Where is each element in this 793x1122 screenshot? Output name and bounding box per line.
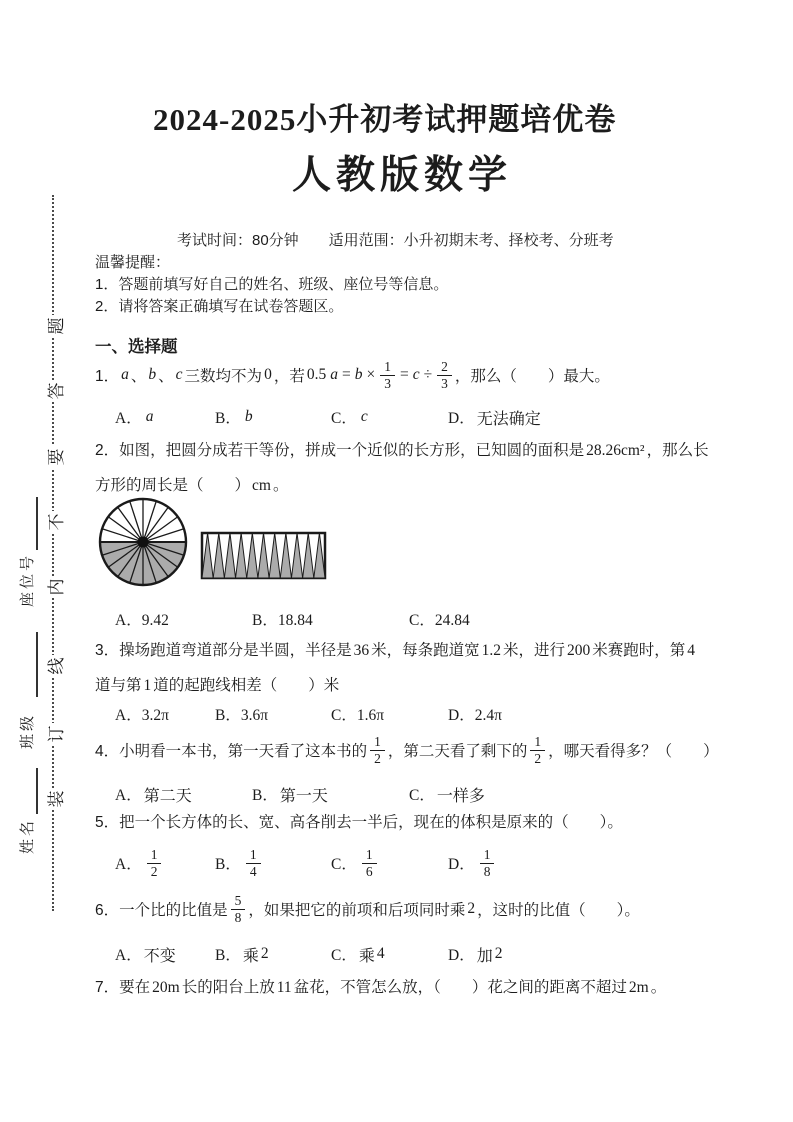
option-item: D． $\frac{1}{8}$ xyxy=(446,843,497,883)
question-6-text: 6．一个比的比值是 $\frac{5}{8}$ ，如果把它的前项和后项同时乘 2 ，这时的比值（ ）。 xyxy=(95,892,640,925)
question-2-text: 2．如图，把圆分成若干等份，拼成一个近似的长方形，已知圆的面积是 28.26cm² ，那么长方形的周长是（ ） cm 。 xyxy=(95,442,709,494)
seat-number-blank-line xyxy=(36,497,38,550)
seal-char: 不 xyxy=(41,511,67,533)
seal-char: 题 xyxy=(41,315,67,337)
question-3-options xyxy=(95,703,709,725)
option-item: C． $\frac{1}{6}$ xyxy=(329,843,380,883)
seal-char: 要 xyxy=(41,446,67,468)
exam-title: 2024-2025小升初考试押题培优卷 xyxy=(153,102,617,137)
question-2-options xyxy=(95,608,709,630)
question-1-options xyxy=(95,406,709,428)
option-item: B． 第一天 xyxy=(252,787,328,805)
question-5-options xyxy=(95,843,709,883)
fraction: $\frac{1}{6}$ xyxy=(362,847,377,879)
option-item: C． 一样多 xyxy=(409,787,485,805)
question-1-text: 1． a 、 b 、 c 三数均不为 0 ，若 0.5 a = b × $\frac{1}{3}$ = c ÷ $\frac{2}{3}$ ，那么（ ）最大。 xyxy=(95,358,610,391)
section-heading: 一、选择题 xyxy=(95,338,178,356)
field-label-class: 班级 xyxy=(19,713,36,750)
option-item: D． 无法确定 xyxy=(448,410,541,428)
option-item: C．24.84 xyxy=(409,612,470,629)
question-7-text: 7．要在 20m 长的阳台上放 11 盆花，不管怎么放，（ ）花之间的距离不超过 2m 。 xyxy=(95,979,667,996)
fraction: $\frac{2}{3}$ xyxy=(437,359,452,391)
option-item: A． 不变 xyxy=(115,947,176,965)
option-item: A． 第二天 xyxy=(115,787,192,805)
fraction: $\frac{1}{8}$ xyxy=(480,847,495,879)
option-item: D． 加 2 xyxy=(448,945,503,965)
option-item: B． b xyxy=(215,408,253,427)
fraction: $\frac{1}{2}$ xyxy=(147,847,162,879)
field-label-seat-number: 座位号 xyxy=(19,553,36,608)
option-item: A． $\frac{1}{2}$ xyxy=(113,843,164,883)
question-6-options xyxy=(95,943,709,965)
option-item: B．18.84 xyxy=(252,612,313,629)
fraction: $\frac{1}{3}$ xyxy=(380,359,395,391)
question-3-text: 3．操场跑道弯道部分是半圆，半径是 36 米，每条跑道宽 1.2 米，进行 200 米赛跑时，第 4道与第 1 道的起跑线相差（ ）米 xyxy=(95,642,696,694)
class-blank-line xyxy=(36,632,38,697)
fraction: $\frac{1}{4}$ xyxy=(246,847,261,879)
tip-item-1: 1．答题前填写好自己的姓名、班级、座位号等信息。 xyxy=(95,276,449,293)
circle-to-rectangle-figure xyxy=(95,490,355,610)
exam-subtitle: 人教版数学 xyxy=(292,154,513,197)
option-item: C． c xyxy=(331,408,368,427)
seal-char: 线 xyxy=(41,655,67,677)
name-blank-line xyxy=(36,768,38,814)
tip-item-2: 2．请将答案正确填写在试卷答题区。 xyxy=(95,298,344,315)
question-4-options xyxy=(95,783,709,805)
fraction: $\frac{1}{2}$ xyxy=(530,734,545,766)
field-label-name: 姓名 xyxy=(19,818,36,855)
exam-info-line: 考试时间：80分钟 适用范围：小升初期末考、择校考、分班考 xyxy=(177,232,614,249)
option-item: D．2.4π xyxy=(448,707,502,724)
option-item: C． 乘 4 xyxy=(331,945,385,965)
fraction: $\frac{1}{2}$ xyxy=(370,734,385,766)
option-item: A． a xyxy=(115,408,154,427)
seal-char: 订 xyxy=(41,723,67,745)
option-item: B． $\frac{1}{4}$ xyxy=(213,843,264,883)
option-item: B． 乘 2 xyxy=(215,945,269,965)
option-item: C．1.6π xyxy=(331,707,385,724)
seal-char: 内 xyxy=(41,576,67,598)
question-5-text: 5．把一个长方体的长、宽、高各削去一半后，现在的体积是原来的（ ）。 xyxy=(95,814,623,831)
option-item: A．9.42 xyxy=(115,612,169,629)
tips-heading: 温馨提醒： xyxy=(95,254,171,271)
option-item: A．3.2π xyxy=(115,707,169,724)
fraction: $\frac{5}{8}$ xyxy=(231,893,246,925)
question-4-text: 4．小明看一本书，第一天看了这本书的 $\frac{1}{2}$ ，第二天看了剩下的 $\frac{1}{2}$ ，哪天看得多？（ ） xyxy=(95,733,719,766)
option-item: B．3.6π xyxy=(215,707,269,724)
seal-char: 答 xyxy=(41,380,67,402)
seal-char: 装 xyxy=(41,788,67,810)
